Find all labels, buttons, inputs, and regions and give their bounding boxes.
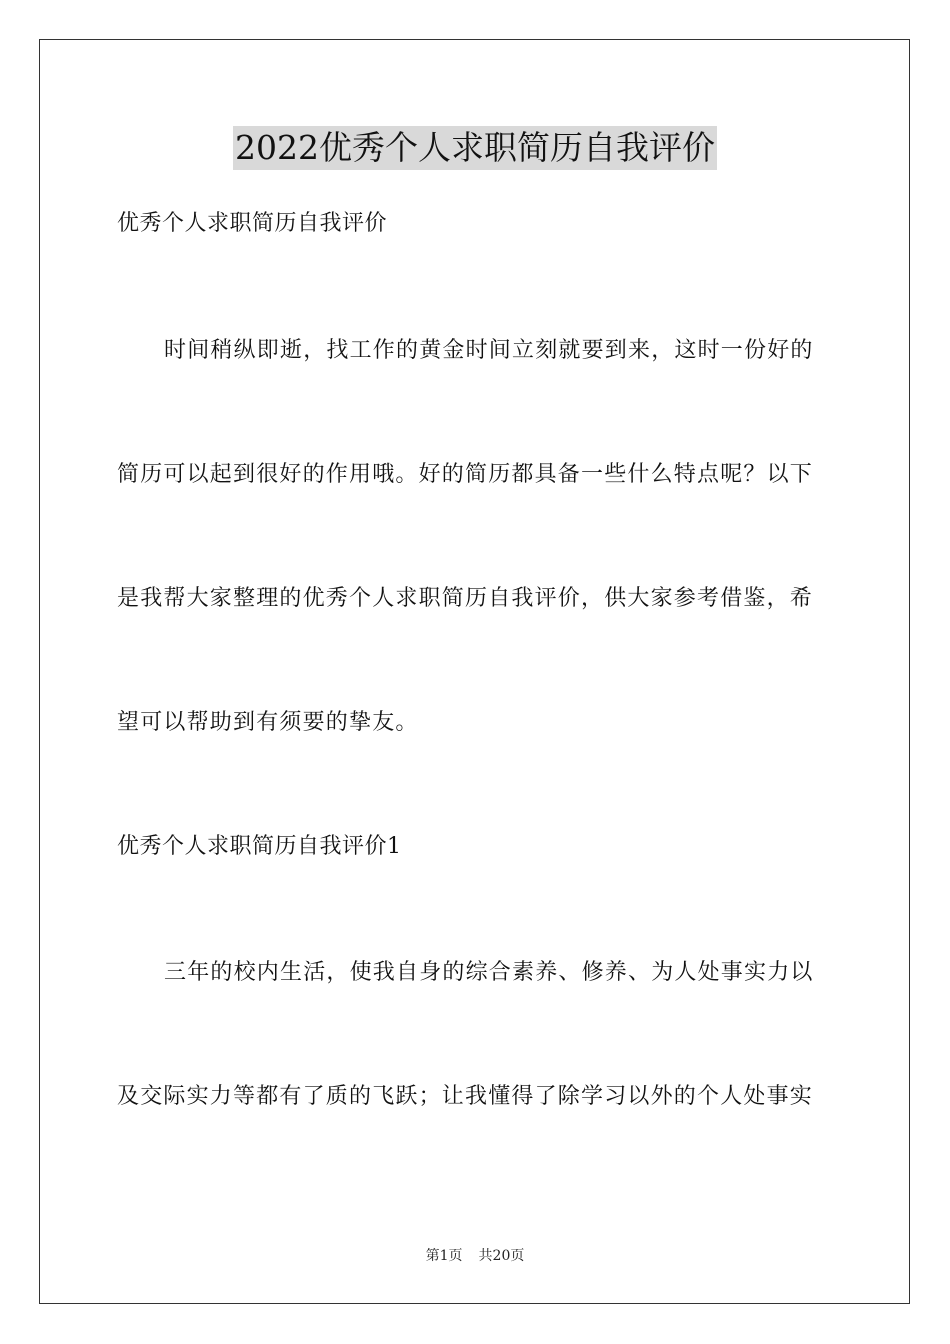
title-container bbox=[0, 126, 950, 170]
paragraph-line: 简历可以起到很好的作用哦。好的简历都具备一些什么特点呢？以下 bbox=[117, 462, 814, 487]
page-footer bbox=[0, 1246, 950, 1266]
page-number-current: 第1页 bbox=[425, 1248, 463, 1264]
paragraph-line: 是我帮大家整理的优秀个人求职简历自我评价，供大家参考借鉴，希 bbox=[117, 586, 814, 611]
paragraph-line: 时间稍纵即逝，找工作的黄金时间立刻就要到来，这时一份好的 bbox=[164, 338, 814, 363]
document-title: 2022优秀个人求职简历自我评价 bbox=[233, 126, 717, 170]
paragraph-line: 三年的校内生活，使我自身的综合素养、修养、为人处事实力以 bbox=[164, 960, 814, 985]
section-heading-intro: 优秀个人求职简历自我评价 bbox=[117, 211, 388, 236]
section-heading-1: 优秀个人求职简历自我评价1 bbox=[117, 834, 402, 859]
paragraph-line: 望可以帮助到有须要的挚友。 bbox=[117, 710, 419, 735]
paragraph-line: 及交际实力等都有了质的飞跃；让我懂得了除学习以外的个人处事实 bbox=[117, 1084, 814, 1109]
page-number-total: 共20页 bbox=[478, 1248, 525, 1264]
